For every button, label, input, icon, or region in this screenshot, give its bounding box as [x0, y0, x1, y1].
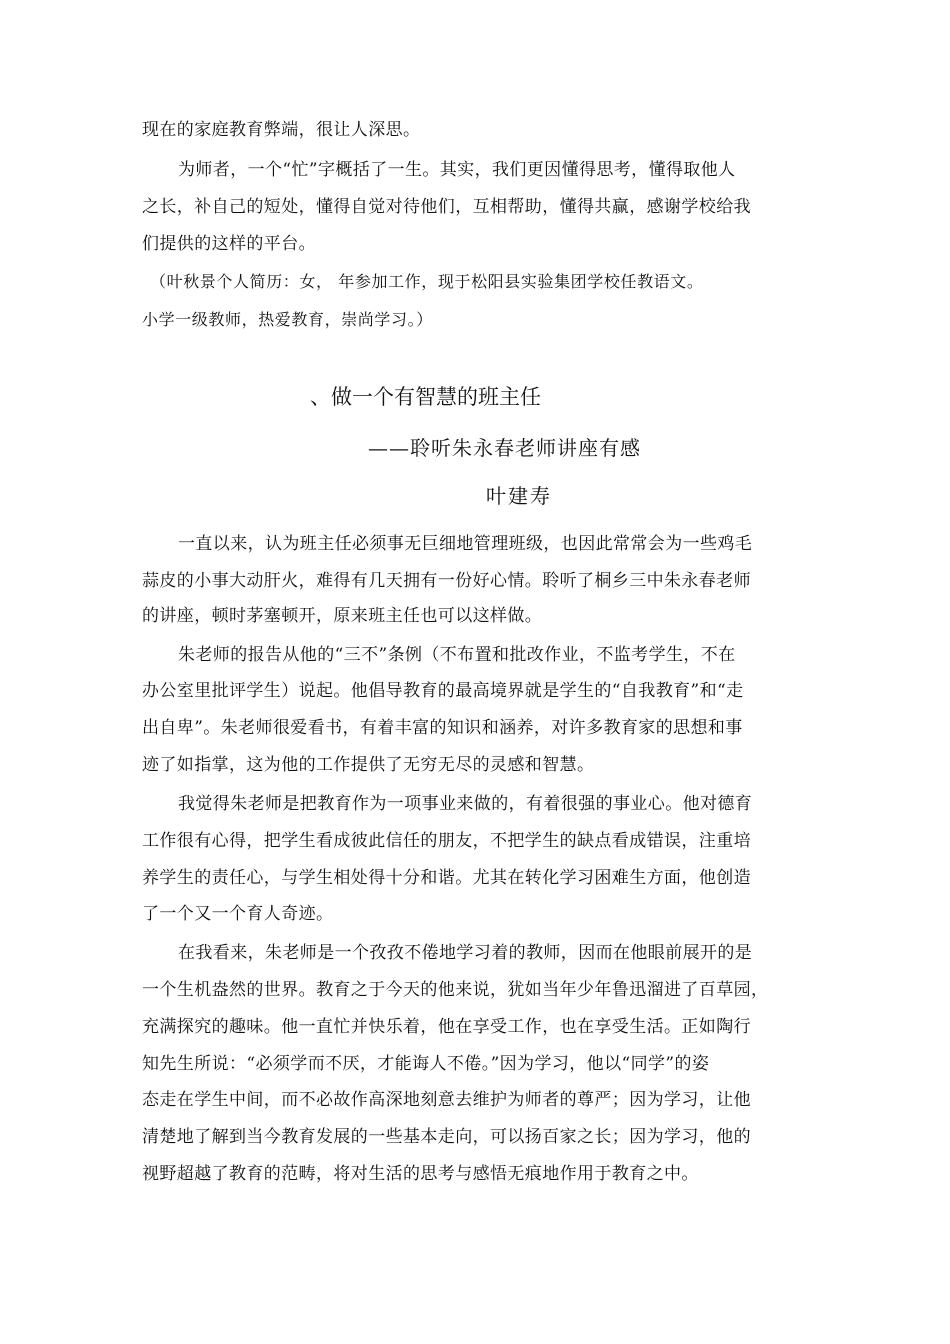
- body-line: 朱老师的报告从他的“三不”条例（不布置和批改作业，不监考学生，不在: [178, 645, 736, 665]
- body-line: 迹了如指掌，这为他的工作提供了无穷无尽的灵感和智慧。: [142, 755, 595, 775]
- article-author: 叶建寿: [486, 484, 552, 508]
- bio-note-line-2: 小学一级教师，热爱教育，崇尚学习。）: [142, 310, 433, 329]
- body-line: 充满探究的趣味。他一直忙并快乐着，他在享受工作，也在享受生活。正如陶行: [142, 1017, 751, 1037]
- bio-note-line-1: （叶秋景个人简历：女， 年参加工作，现于松阳县实验集团学校任教语文。: [150, 272, 704, 291]
- body-line: 态走在学生中间，而不必故作高深地刻意去维护为师者的尊严；因为学习，让他: [142, 1090, 751, 1110]
- intro-line-1: 现在的家庭教育弊端，很让人深思。: [142, 120, 421, 140]
- body-line: 的讲座，顿时茅塞顿开，原来班主任也可以这样做。: [142, 606, 543, 626]
- body-line: 清楚地了解到当今教育发展的一些基本走向，可以扬百家之长；因为学习，他的: [142, 1127, 751, 1147]
- body-line: 视野超越了教育的范畴，将对生活的思考与感悟无痕地作用于教育之中。: [142, 1164, 699, 1184]
- article-title: 、做一个有智慧的班主任: [310, 385, 541, 409]
- intro-line-3: 之长，补自己的短处，懂得自觉对待他们，互相帮助，懂得共赢，感谢学校给我: [142, 197, 751, 217]
- body-line: 了一个又一个育人奇迹。: [142, 904, 334, 924]
- article-subtitle: ——聆听朱永春老师讲座有感: [368, 436, 641, 460]
- body-line: 一直以来，认为班主任必须事无巨细地管理班级，也因此常常会为一些鸡毛: [178, 534, 753, 554]
- intro-line-2: 为师者，一个“忙”字概括了一生。其实，我们更因懂得思考，懂得取他人: [178, 160, 736, 180]
- body-line: 蒜皮的小事大动肝火，难得有几天拥有一份好心情。聆听了桐乡三中朱永春老师: [142, 571, 751, 591]
- body-line: 办公室里批评学生）说起。他倡导教育的最高境界就是学生的“自我教育”和“走: [142, 681, 744, 701]
- body-line: 我觉得朱老师是把教育作为一项事业来做的，有着很强的事业心。他对德育: [178, 794, 753, 814]
- body-line: 知先生所说：“必须学而不厌，才能诲人不倦。”因为学习，他以“同学”的姿: [142, 1054, 710, 1074]
- body-line: 在我看来，朱老师是一个孜孜不倦地学习着的教师，因而在他眼前展开的是: [178, 943, 753, 963]
- intro-line-4: 们提供的这样的平台。: [142, 234, 316, 254]
- body-line: 养学生的责任心，与学生相处得十分和谐。尤其在转化学习困难生方面，他创造: [142, 868, 751, 888]
- body-line: 工作很有心得，把学生看成彼此信任的朋友，不把学生的缺点看成错误，注重培: [142, 831, 751, 851]
- body-line: 出自卑”。朱老师很爱看书，有着丰富的知识和涵养，对许多教育家的思想和事: [142, 718, 743, 738]
- body-line: 一个生机盎然的世界。教育之于今天的他来说，犹如当年少年鲁迅溜进了百草园，: [142, 980, 769, 1000]
